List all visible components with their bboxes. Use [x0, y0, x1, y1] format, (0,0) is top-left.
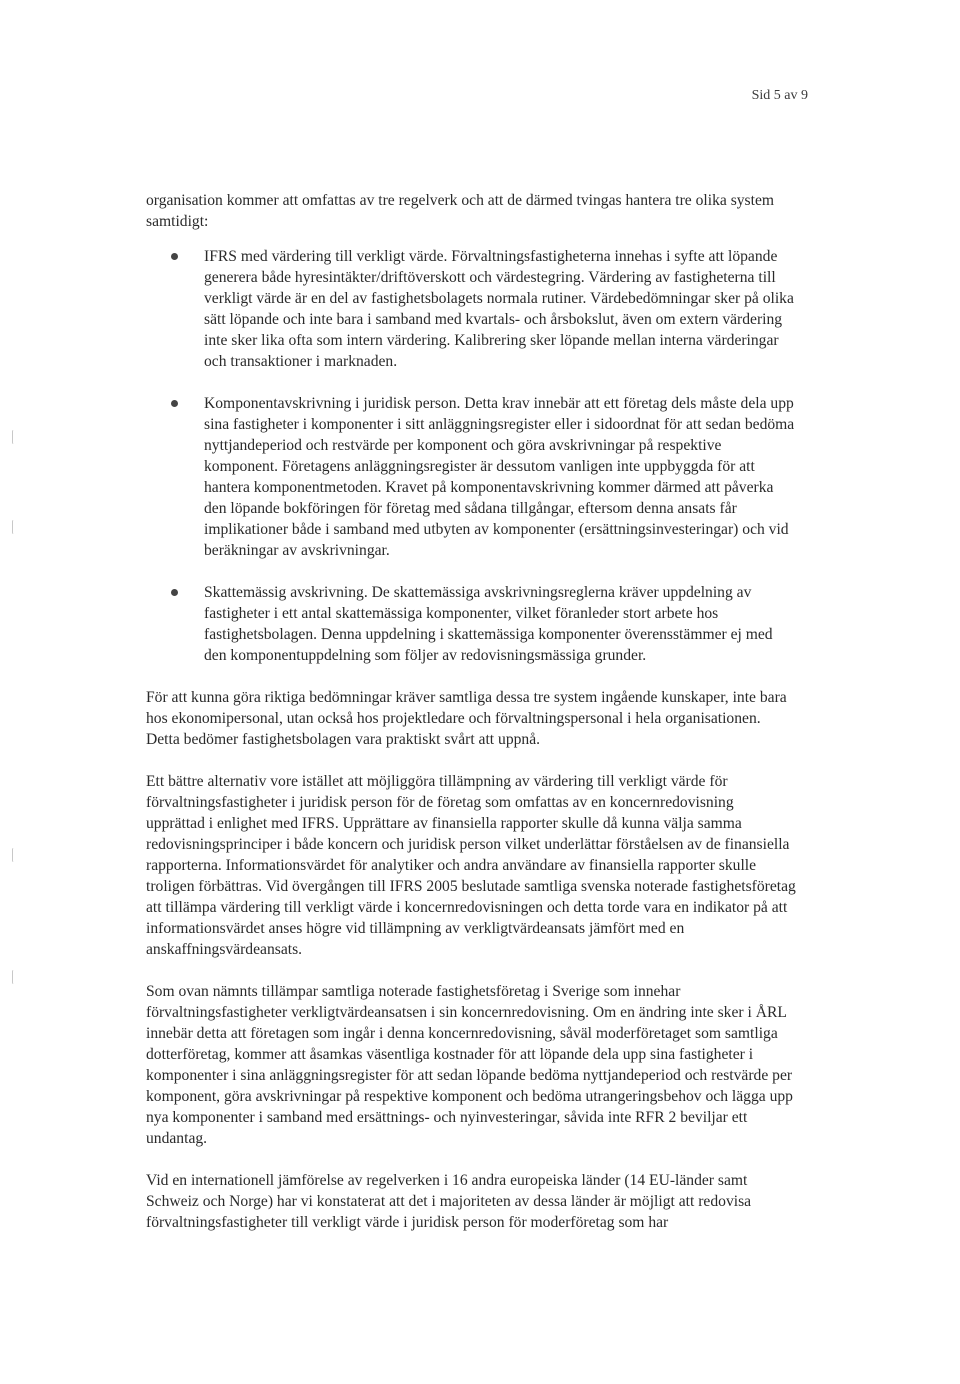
bullet-icon: [171, 400, 178, 407]
regelverk-list: [146, 246, 796, 666]
list-item: [146, 246, 796, 372]
page-number: Sid 5 av 9: [751, 88, 808, 103]
scan-margin-mark: [12, 970, 15, 984]
body-paragraph: För att kunna göra riktiga bedömningar kräver samtliga dessa tre system ingående kunskaper, inte bara hos ekonomipersonal, utan också hos projektledare och förvaltningspersonal i hela organisationen. Detta bedömer fastighetsbolagen vara praktiskt svårt att uppnå.: [146, 689, 787, 748]
intro-paragraph: organisation kommer att omfattas av tre regelverk och att de därmed tvingas hantera tre olika system samtidigt:: [146, 192, 775, 230]
bullet-icon: [171, 253, 178, 260]
body-paragraph: Ett bättre alternativ vore istället att möjliggöra tillämpning av värdering till verkligt värde för förvaltningsfastigheter i juridisk person för de företag som omfattas av en koncernredovisning upprättad i enlighet med IFRS. Upprättare av finansiella rapporter skulle då kunna välja samma redovisningsprinciper i både koncern och juridisk person vilket underlättar förståelsen av de finansiella rapporterna. Informationsvärdet för analytiker och andra användare av finansiella rapporter skulle troligen förbättras. Vid övergången till IFRS 2005 beslutade samtliga svenska noterade fastighetsföretag att tillämpa värdering till verkligt värde i koncernredovisningen och detta torde vara en indikator på att informationsvärdet anses högre vid tillämpning av verkligtvärdeansats jämfört med en anskaffningsvärdeansats.: [146, 773, 796, 958]
list-item: [146, 582, 796, 666]
list-item-text: IFRS med värdering till verkligt värde. Förvaltningsfastigheterna innehas i syfte att löpande generera både hyresintäkter/driftöverskott och värdestegring. Värdering av fastigheterna till verkligt värde är en del av fastighetsbolagets normala rutiner. Värdebedömningar sker på olika sätt löpande och inte bara i samband med kvartals- och årsbokslut, även om extern värdering inte sker lika ofta som intern värdering. Kalibrering sker löpande mellan interna värderingar och transaktioner i marknaden.: [204, 248, 794, 370]
scan-margin-mark: [12, 520, 15, 534]
body-paragraph: Som ovan nämnts tillämpar samtliga noterade fastighetsföretag i Sverige som innehar förvaltningsfastigheter verkligtvärdeansatsen i sin koncernredovisning. Om en ändring inte sker i ÅRL innebär detta att företagen som ingår i denna koncernredovisning, såväl moderföretaget som samtliga dotterföretag, kommer att åsamkas väsentliga kostnader för att löpande dela upp sina fastigheter i komponenter i sina anläggningsregister för att sedan löpande bedöma nyttjandeperiod och restvärde per komponent, göra avskrivningar på respektive komponent och bedöma utrangeringsbehov och lägga upp nya komponenter i samband med ersättnings- och nyinvesteringar, såvida inte RFR 2 beviljar ett undantag.: [146, 983, 793, 1147]
scan-margin-mark: [12, 848, 15, 862]
document-body: [146, 190, 796, 1254]
body-paragraph: Vid en internationell jämförelse av regelverken i 16 andra europeiska länder (14 EU-länder samt Schweiz och Norge) har vi konstaterat att det i majoriteten av dessa länder är möjligt att redovisa förvaltningsfastigheter till verkligt värde i juridisk person för moderföretag som har: [146, 1172, 752, 1231]
scan-margin-mark: [12, 430, 15, 444]
list-item-text: Komponentavskrivning i juridisk person. Detta krav innebär att ett företag dels måste dela upp sina fastigheter i komponenter i sitt anläggningsregister eller i sidoordnat för att sedan bedöma nyttjandeperiod och restvärde per komponent och göra avskrivningar på respektive komponent. Företagens anläggningsregister är dessutom vanligen inte uppbyggda för att hantera komponentmetoden. Kravet på komponentavskrivning kommer därmed att påverka den löpande bokföringen för företag med sådana tillgångar, eftersom denna ansats får implikationer både i samband med utbyten av komponenter (ersättningsinvesteringar) och vid beräkningar av avskrivningar.: [204, 395, 795, 559]
list-item-text: Skattemässig avskrivning. De skattemässiga avskrivningsreglerna kräver uppdelning av fastigheter i ett antal skattemässiga komponenter, vilket föranleder stort arbete hos fastighetsbolagen. Denna uppdelning i skattemässiga komponenter överensstämmer ej med den komponentuppdelning som följer av redovisningsmässiga grunder.: [204, 584, 773, 664]
list-item: [146, 393, 796, 561]
bullet-icon: [171, 589, 178, 596]
